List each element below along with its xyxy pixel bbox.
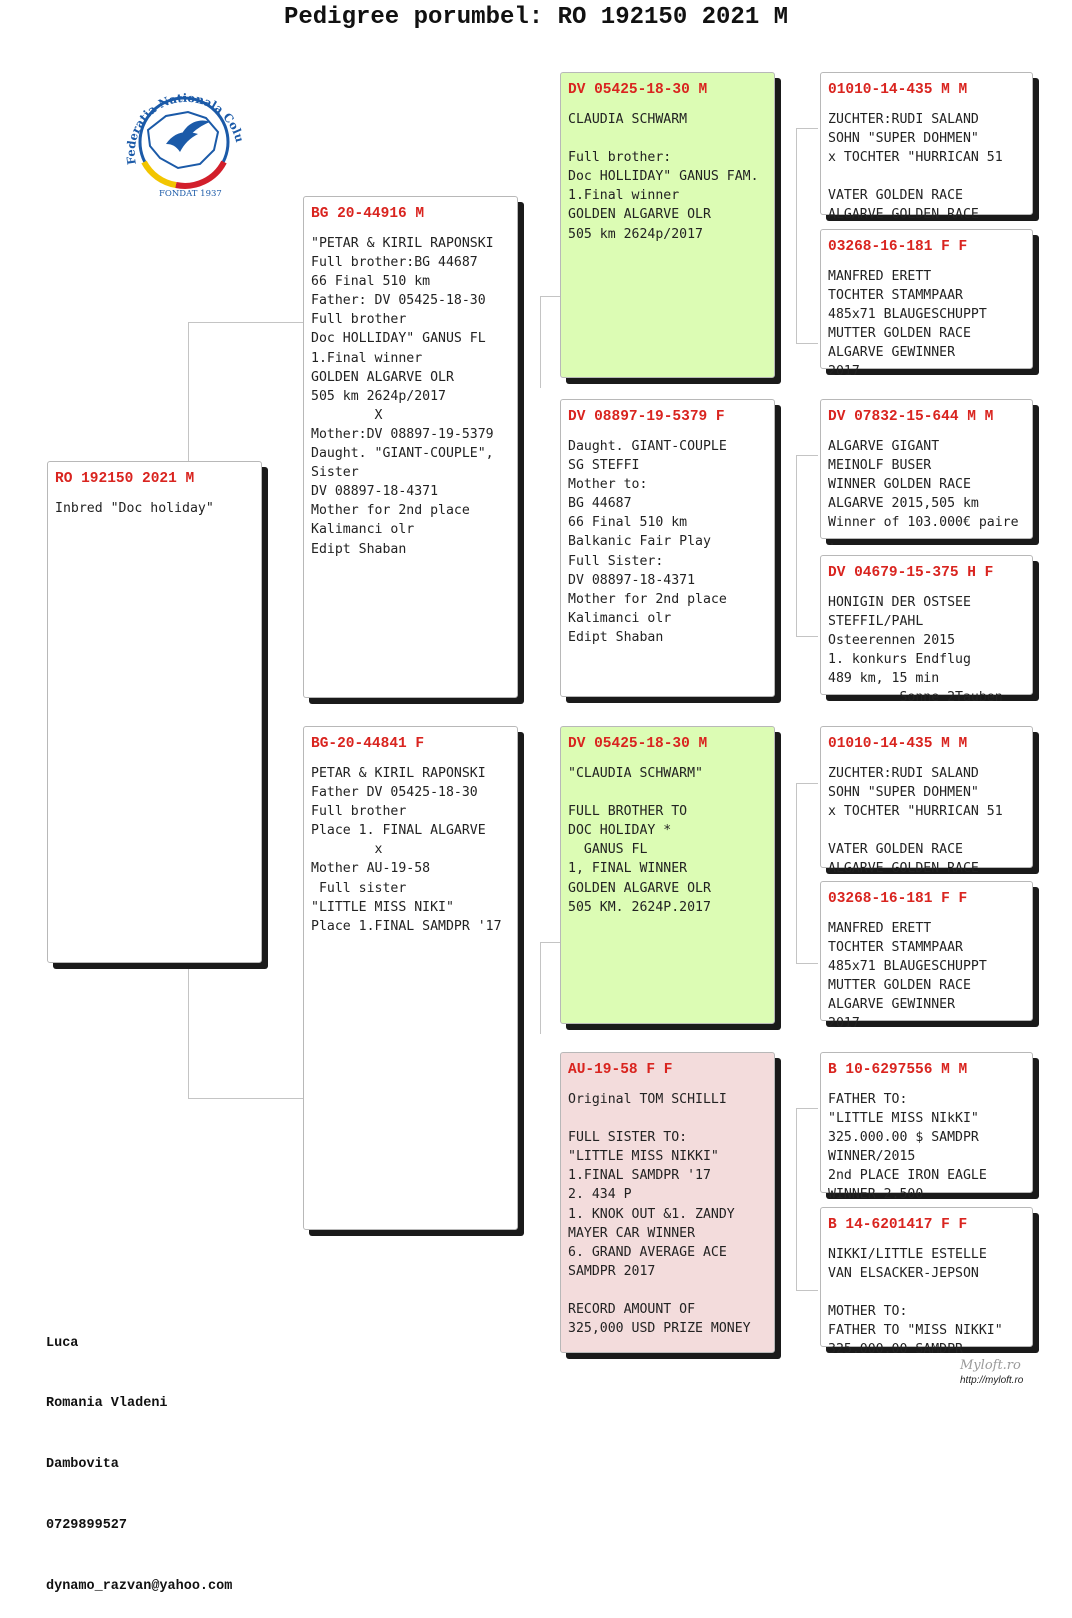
- pigeon-card-dam-dam[interactable]: [560, 1052, 775, 1353]
- owner-phone: 0729899527: [46, 1518, 128, 1534]
- ring-number: DV 07832-15-644 M M: [828, 409, 994, 425]
- ring-number: DV 05425-18-30 M: [568, 736, 708, 752]
- pigeon-card-ss-sire[interactable]: [820, 72, 1033, 223]
- ring-number: DV 05425-18-30 M: [568, 82, 708, 98]
- pigeon-card-subject[interactable]: [47, 461, 262, 963]
- pigeon-notes: FATHER TO: "LITTLE MISS NIkKI" 325.000.00 $ SAMDPR WINNER/2015 2nd PLACE IRON EAGLE WINNER 2.500: [828, 1092, 987, 1203]
- pigeon-notes: ZUCHTER:RUDI SALAND SOHN "SUPER DOHMEN" x TOCHTER "HURRICAN 51 VATER GOLDEN RACE ALGARVE GOLDEN RACE: [828, 766, 1003, 877]
- pigeon-notes: "PETAR & KIRIL RAPONSKI Full brother:BG 44687 66 Final 510 km Father: DV 05425-18-30 Full brother Doc HOLLIDAY" GANUS FL 1.Final winner GOLDEN ALGARVE OLR 505 km 2624p/2017 X Mother:DV 08897-19-5379 Daught. "GIANT-COUPLE", Sister DV 08897-18-4371 Mother for 2nd place Kalimanci olr Edipt Shaban: [311, 236, 494, 557]
- website-watermark: [960, 1358, 1040, 1394]
- pigeon-card-sd-dam[interactable]: [820, 555, 1033, 706]
- page-title: Pedigree porumbel: RO 192150 2021 M: [283, 4, 789, 31]
- pigeon-notes: "CLAUDIA SCHWARM" FULL BROTHER TO DOC HOLIDAY * GANUS FL 1, FINAL WINNER GOLDEN ALGARVE OLR 505 KM. 2624P.2017: [568, 766, 711, 915]
- ring-number: 03268-16-181 F F: [828, 239, 968, 255]
- website-url[interactable]: http://myloft.ro: [960, 1375, 1024, 1386]
- pigeon-card-dd-dam[interactable]: [820, 1207, 1033, 1358]
- pigeon-card-ss-dam[interactable]: [820, 229, 1033, 380]
- owner-address: Romania Vladeni: [46, 1396, 168, 1412]
- pigeon-notes: Inbred "Doc holiday": [55, 501, 214, 516]
- owner-county: Dambovita: [46, 1457, 119, 1473]
- ring-number: RO 192150 2021 M: [55, 471, 195, 487]
- pigeon-notes: MANFRED ERETT TOCHTER STAMMPAAR 485x71 BLAUGESCHUPPT MUTTER GOLDEN RACE ALGARVE GEWINNER 2017: [828, 921, 987, 1032]
- pigeon-notes: PETAR & KIRIL RAPONSKI Father DV 05425-18-30 Full brother Place 1. FINAL ALGARVE x Mother AU-19-58 Full sister "LITTLE MISS NIKI" Place 1.FINAL SAMDPR '17: [311, 766, 502, 934]
- ring-number: AU-19-58 F F: [568, 1062, 673, 1078]
- pigeon-notes: HONIGIN DER OSTSEE STEFFIL/PAHL Osteerennen 2015 1. konkurs Endflug 489 km, 15 min Sonne 2Tauben: [828, 595, 1003, 706]
- pigeon-notes: ZUCHTER:RUDI SALAND SOHN "SUPER DOHMEN" x TOCHTER "HURRICAN 51 VATER GOLDEN RACE ALGARVE GOLDEN RACE: [828, 112, 1003, 223]
- pigeon-card-dd-sire[interactable]: [820, 1052, 1033, 1203]
- pigeon-card-ds-dam[interactable]: [820, 881, 1033, 1032]
- ring-number: B 10-6297556 M M: [828, 1062, 968, 1078]
- logo-founded-text: FONDAT 1937: [159, 189, 222, 199]
- pigeon-notes: NIKKI/LITTLE ESTELLE VAN ELSACKER-JEPSON MOTHER TO: FATHER TO "MISS NIKKI" 325.000.00 SAMDPR: [828, 1247, 1003, 1358]
- ring-number: 03268-16-181 F F: [828, 891, 968, 907]
- federation-logo: [114, 72, 251, 200]
- pigeon-card-dam-sire[interactable]: [560, 726, 775, 1024]
- pigeon-card-sire-sire[interactable]: [560, 72, 775, 378]
- ring-number: B 14-6201417 F F: [828, 1217, 968, 1233]
- owner-contact: [46, 1293, 232, 1618]
- pigeon-card-sire-dam[interactable]: [560, 399, 775, 697]
- ring-number: DV 08897-19-5379 F: [568, 409, 725, 425]
- logo-arc-text: Federatia Nationala Colu: [123, 90, 247, 166]
- ring-number: BG 20-44916 M: [311, 206, 425, 222]
- pigeon-notes: Daught. GIANT-COUPLE SG STEFFI Mother to: BG 44687 66 Final 510 km Balkanic Fair Play Full Sister: DV 08897-18-4371 Mother for 2nd place Kalimanci olr Edipt Shaban: [568, 439, 727, 645]
- pigeon-card-sire[interactable]: [303, 196, 518, 698]
- pigeon-notes: CLAUDIA SCHWARM Full brother: Doc HOLLIDAY" GANUS FAM. 1.Final winner GOLDEN ALGARVE OLR 505 km 2624p/2017: [568, 112, 759, 242]
- pigeon-notes: MANFRED ERETT TOCHTER STAMMPAAR 485x71 BLAUGESCHUPPT MUTTER GOLDEN RACE ALGARVE GEWINNER 2017: [828, 269, 987, 380]
- ring-number: DV 04679-15-375 H F: [828, 565, 994, 581]
- ring-number: BG-20-44841 F: [311, 736, 425, 752]
- owner-email: dynamo_razvan@yahoo.com: [46, 1579, 233, 1595]
- pigeon-card-dam[interactable]: [303, 726, 518, 1230]
- owner-name: Luca: [46, 1335, 79, 1351]
- ring-number: 01010-14-435 M M: [828, 736, 968, 752]
- ring-number: 01010-14-435 M M: [828, 82, 968, 98]
- website-signature: Myloft.ro: [960, 1358, 1021, 1373]
- pigeon-notes: Original TOM SCHILLI FULL SISTER TO: "LITTLE MISS NIKKI" 1.FINAL SAMDPR '17 2. 434 P 1. KNOK OUT &1. ZANDY MAYER CAR WINNER 6. GRAND AVERAGE ACE SAMDPR 2017 RECORD AMOUNT OF 325,000 USD PRIZE MONEY: [568, 1092, 751, 1337]
- pigeon-notes: ALGARVE GIGANT MEINOLF BUSER WINNER GOLDEN RACE ALGARVE 2015,505 km Winner of 103.000€ paire .: [828, 439, 1019, 550]
- pigeon-card-ds-sire[interactable]: [820, 726, 1033, 877]
- pigeon-card-sd-sire[interactable]: [820, 399, 1033, 550]
